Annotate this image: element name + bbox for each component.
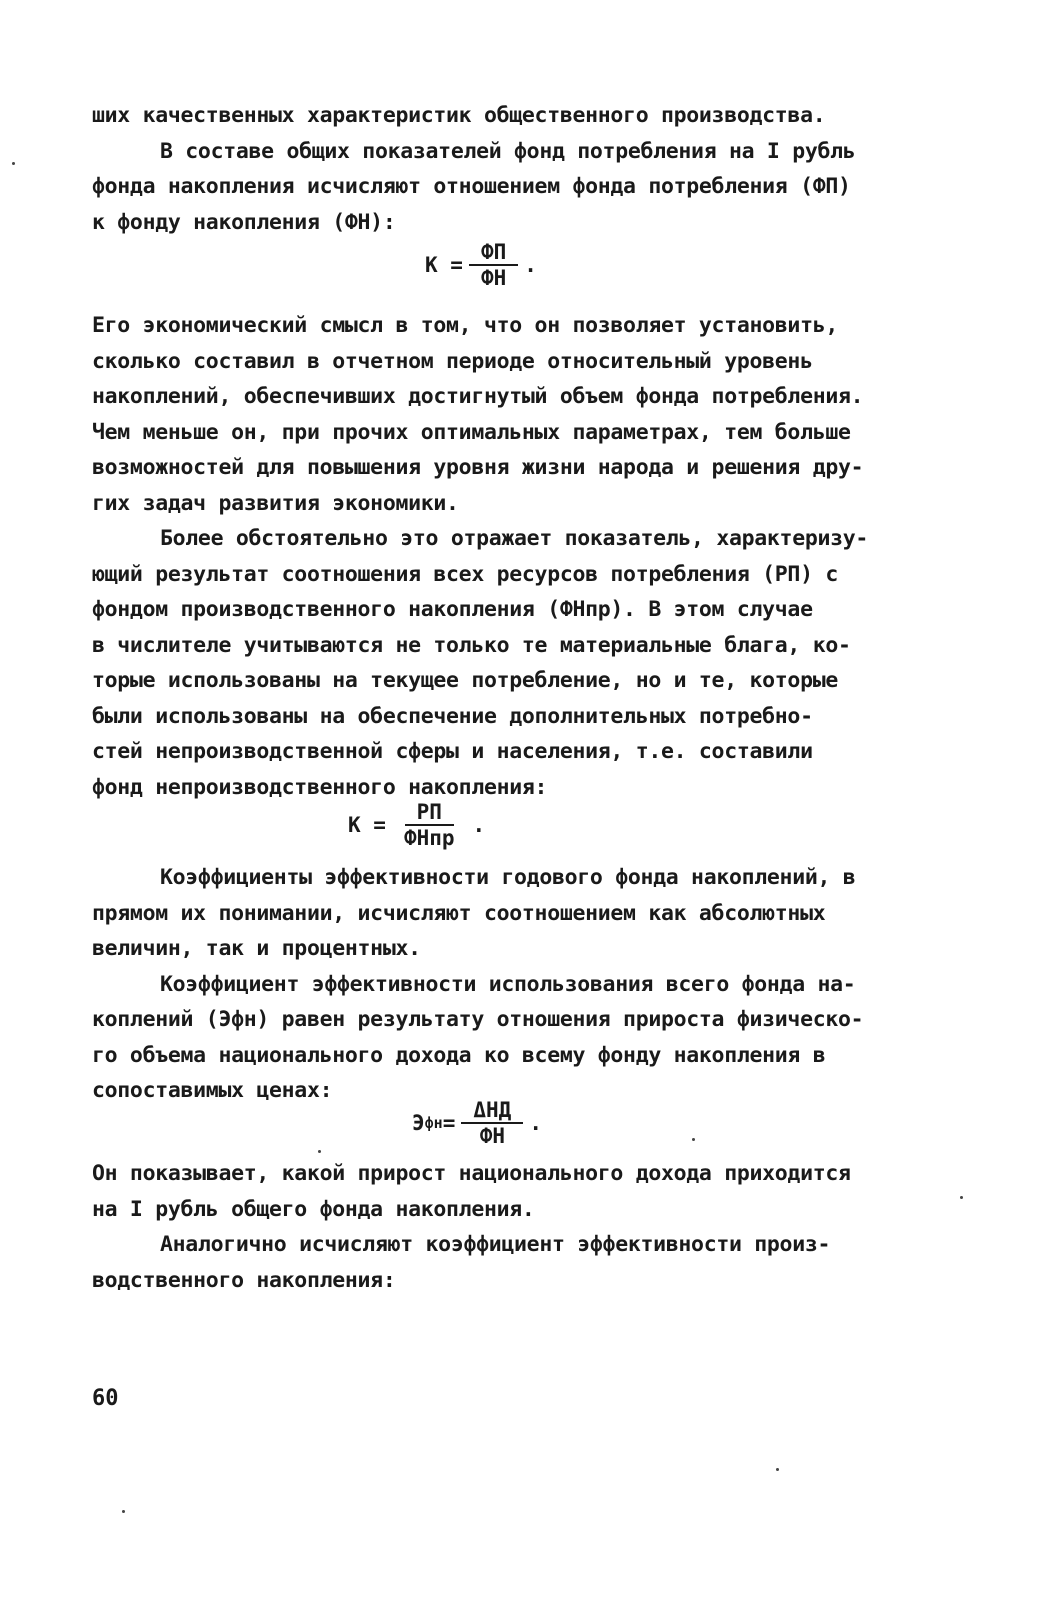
formula-tail: .: [529, 1111, 542, 1135]
text-line: торые использованы на текущее потребление, но и те, которые: [92, 668, 839, 693]
text-line: коплений (Эфн) равен результату отношения прироста физическо-: [92, 1007, 864, 1032]
page-number: 60: [92, 1386, 119, 1411]
text-line: водственного накопления:: [92, 1267, 396, 1293]
scan-speck: [692, 1138, 695, 1141]
text-line: Чем меньше он, при прочих оптимальных параметрах, тем больше: [92, 419, 851, 445]
formula-equals: =: [442, 1111, 456, 1135]
fraction-denominator: ФН: [480, 266, 507, 290]
text-line: фондом производственного накопления (ФНпр). В этом случае: [92, 597, 813, 622]
text-line: величин, так и процентных.: [92, 936, 421, 961]
text-line: Более обстоятельно это отражает показатель, характеризу-: [160, 526, 869, 551]
page-text-block-b: [92, 308, 952, 805]
formula-efn: [412, 1098, 542, 1148]
text-line: стей непроизводственной сферы и населения, т.е. составили: [92, 739, 813, 764]
formula-lhs: Э: [412, 1111, 425, 1135]
text-line: сопоставимых ценах:: [92, 1078, 333, 1103]
text-line: Коэффициенты эффективности годового фонда накоплений, в: [160, 865, 856, 890]
text-line: накоплений, обеспечивших достигнутый объем фонда потребления.: [92, 384, 864, 409]
formula-tail: .: [472, 813, 486, 837]
text-line: го объема национального дохода ко всему фонду накопления в: [92, 1042, 826, 1068]
text-line: Коэффициент эффективности использования всего фонда на-: [160, 971, 856, 997]
fraction-numerator: РП: [405, 800, 454, 826]
text-line: фонд непроизводственного накопления:: [92, 774, 548, 800]
text-line: на I рубль общего фонда накопления.: [92, 1196, 535, 1222]
formula-k-fp-fn: [425, 240, 537, 290]
fraction-numerator: ΔНД: [461, 1098, 523, 1124]
page-text-block-d: [92, 1156, 952, 1298]
fraction: [469, 240, 518, 290]
formula-lhs-subscript: фн: [424, 1114, 443, 1132]
scan-speck: [318, 1150, 321, 1153]
text-line: ших качественных характеристик общественного производства.: [92, 103, 826, 128]
text-line: Его экономический смысл в том, что он позволяет установить,: [92, 313, 839, 338]
page-text-block-c: [92, 860, 952, 1109]
text-line: к фонду накопления (ФН):: [92, 209, 396, 235]
formula-k-rp-fnpr: [348, 800, 485, 850]
text-line: сколько составил в отчетном периоде относительный уровень: [92, 348, 813, 374]
fraction-numerator: ФП: [469, 240, 518, 266]
text-line: гих задач развития экономики.: [92, 490, 459, 516]
text-line: ющий результат соотношения всех ресурсов потребления (РП) с: [92, 561, 839, 587]
scan-speck: [960, 1196, 963, 1199]
fraction-denominator: ФН: [479, 1124, 505, 1148]
formula-tail: .: [524, 253, 537, 277]
scan-speck: [12, 162, 15, 165]
text-line: были использованы на обеспечение дополнительных потребно-: [92, 703, 813, 729]
fraction: [392, 800, 467, 850]
fraction: [461, 1098, 523, 1148]
scan-speck: [776, 1468, 779, 1471]
scan-speck: [122, 1510, 125, 1513]
text-line: прямом их понимании, исчисляют соотношением как абсолютных: [92, 900, 826, 926]
formula-lhs: К =: [425, 253, 463, 277]
text-line: фонда накопления исчисляют отношением фонда потребления (ФП): [92, 174, 851, 199]
text-line: в числителе учитываются не только те материальные блага, ко-: [92, 632, 851, 658]
formula-lhs: К =: [348, 813, 386, 837]
fraction-denominator: ФНпр: [403, 826, 455, 850]
text-line: В составе общих показателей фонд потребления на I рубль: [160, 138, 856, 164]
text-line: Он показывает, какой прирост национального дохода приходится: [92, 1161, 851, 1186]
text-line: Аналогично исчисляют коэффициент эффективности произ-: [160, 1232, 831, 1257]
page-text: [92, 98, 952, 240]
text-line: возможностей для повышения уровня жизни народа и решения дру-: [92, 455, 864, 480]
